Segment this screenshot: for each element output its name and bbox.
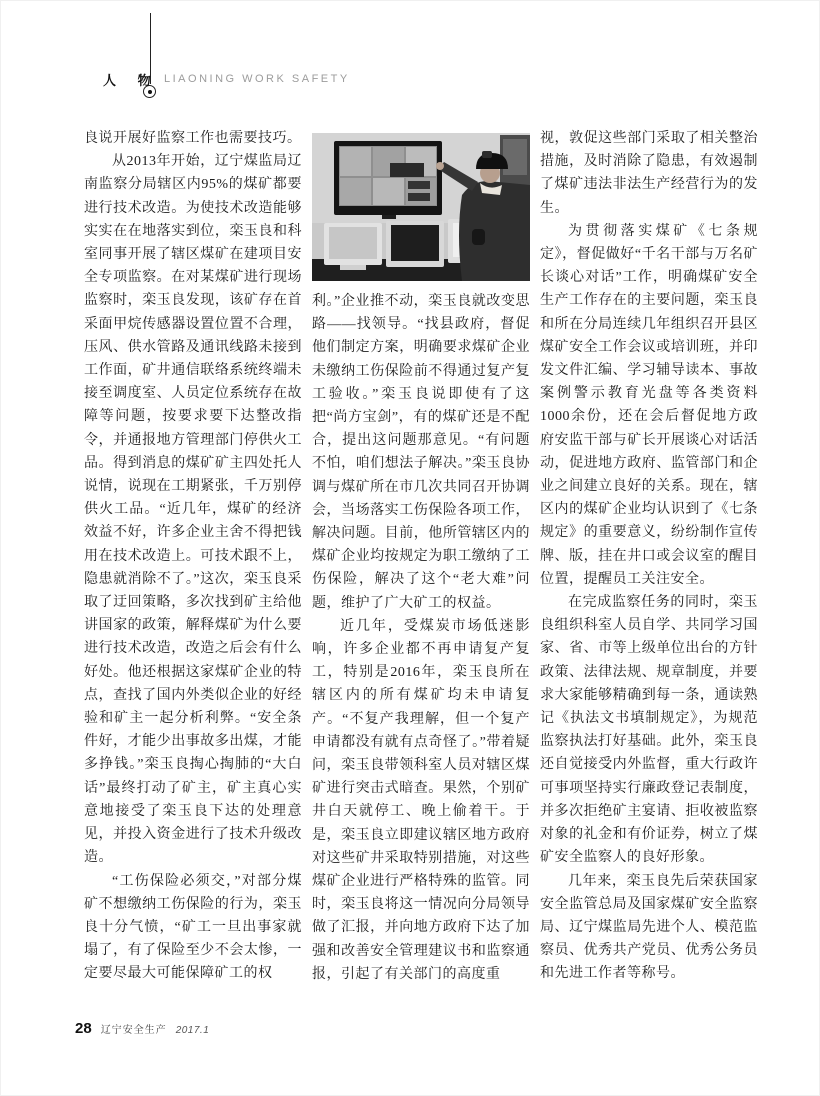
paragraph: 近几年，受煤炭市场低迷影响，许多企业都不再申请复产复工，特别是2016年，栾玉良所在辖区内的所有煤矿均未申请复产。“不复产我理解，但一个复产申请都没有就有点奇怪了。”带着疑问，栾玉良带领科室人员对辖区煤矿进行突击式暗查。果然，个别矿井白天就停工、晚上偷着干。于是，栾玉良立即建议辖区地方政府对这些矿井采取特别措施，对这些煤矿企业进行严格特殊的监管。同时，栾玉良将这一情况向分局领导做了汇报，并向地方政府下达了加强和改善安全管理建议书和监察通报，引起了有关部门的高度重 [312, 618, 530, 982]
paragraph: 几年来，栾玉良先后荣获国家安全监管总局及国家煤矿安全监察局、辽宁煤监局先进个人、模范监察员、优秀共产党员、优秀公务员和先进工作者等称号。 [540, 873, 758, 982]
column-1 [84, 127, 302, 986]
page-number: 28 [75, 1020, 92, 1037]
paragraph: 从2013年开始，辽宁煤监局辽南监察分局辖区内95%的煤矿都要进行技术改造。为使技术改造能够实实在在地落实到位，栾玉良和科室同事开展了辖区煤矿在建项目安全专项监察。在对某煤矿进行现场监察时，栾玉良发现，该矿存在首采面甲烷传感器设置位置不合理，压风、供水管路及通讯线路未接到工作面，矿井通信联络系统终端未接至调度室、人员定位系统存在故障等问题，按要求要下达整改指令，并通报地方管理部门停供火工品。得到消息的煤矿矿主四处托人说情，说现在工期紧张，千万别停供火工品。“近几年，煤矿的经济效益不好，许多企业主舍不得把钱用在技术改造上。可技术跟不上，隐患就消除不了。”这次，栾玉良采取了迂回策略，多次找到矿主给他讲国家的政策，解释煤矿为什么要进行技术改造，改造之后会有什么好处。他还根据这家煤矿企业的特点，查找了国内外类似企业的好经验和矿主一起分析利弊。“安全条件好，才能少出事故多出煤，才能多挣钱。”栾玉良掏心掏肺的“大白话”最终打动了矿主，矿主真心实意地接受了栾玉良下达的处理意见，并投入资金进行了技术升级改造。 [84, 154, 302, 866]
paragraph: 在完成监察任务的同时，栾玉良组织科室人员自学、共同学习国家、省、市等上级单位出台的方针政策、法律法规、规章制度，并要求大家能够精确到每一条，通读熟记《执法文书填制规定》，为规范监察执法打好基础。此外，栾玉良还自觉接受内外监督，重大行政许可事项坚持实行廉政登记表制度，并多次拒绝矿主宴请、拒收被监察对象的礼金和有价证券，树立了煤矿安全监察人的良好形象。 [540, 595, 758, 866]
issue-label: 2017.1 [175, 1025, 210, 1036]
column-2 [312, 127, 530, 986]
section-title: 人 物 [103, 73, 160, 88]
article-body [84, 127, 758, 986]
journal-tagline: LIAONING WORK SAFETY [164, 73, 350, 85]
journal-name: 辽宁安全生产 [100, 1025, 167, 1036]
page-footer [75, 1020, 209, 1037]
paragraph: 视，敦促这些部门采取了相关整治措施，及时消除了隐患，有效遏制了煤矿违法非法生产经营行为的发生。 [540, 131, 758, 216]
paragraph: 利。”企业推不动，栾玉良就改变思路——找领导。“找县政府，督促他们制定方案，明确要求煤矿企业未缴纳工伤保险前不得通过复产复工验收。”栾玉良说即使有了这把“尚方宝剑”，有的煤矿还是不配合，提出这问题那意见。“有问题不怕，咱们想法子解决。”栾玉良协调与煤矿所在市几次共同召开协调会，当场落实工伤保险各项工作，解决问题。目前，他所管辖区内的煤矿企业均按规定为职工缴纳了工伤保险，解决了这个“老大难”问题，维护了广大矿工的权益。 [312, 294, 530, 611]
paragraph: “工伤保险必须交，”对部分煤矿不想缴纳工伤保险的行为，栾玉良十分气愤，“矿工一旦出事家就塌了，有了保险至少不会太惨，一定要尽最大可能保障矿工的权 [84, 873, 302, 982]
paragraph: 良说开展好监察工作也需要技巧。 [84, 131, 302, 146]
inspection-photo [312, 133, 530, 281]
column-3 [540, 127, 758, 986]
paragraph: 为贯彻落实煤矿《七条规定》，督促做好“千名干部与万名矿长谈心对话”工作，明确煤矿安全生产工作存在的主要问题，栾玉良和所在分局连续几年组织召开县区煤矿安全工作会议或培训班，并印发文件汇编、学习辅导读本、事故案例警示教育光盘等各类资料1000余份，还在会后督促地方政府安监干部与矿长开展谈心对话活动，促进地方政府、监管部门和企业之间建立良好的关系。现在，辖区内的煤矿企业均认识到了《七条规定》的重要意义，纷纷制作宣传牌、版，挂在井口或会议室的醒目位置，提醒员工关注安全。 [540, 223, 758, 587]
